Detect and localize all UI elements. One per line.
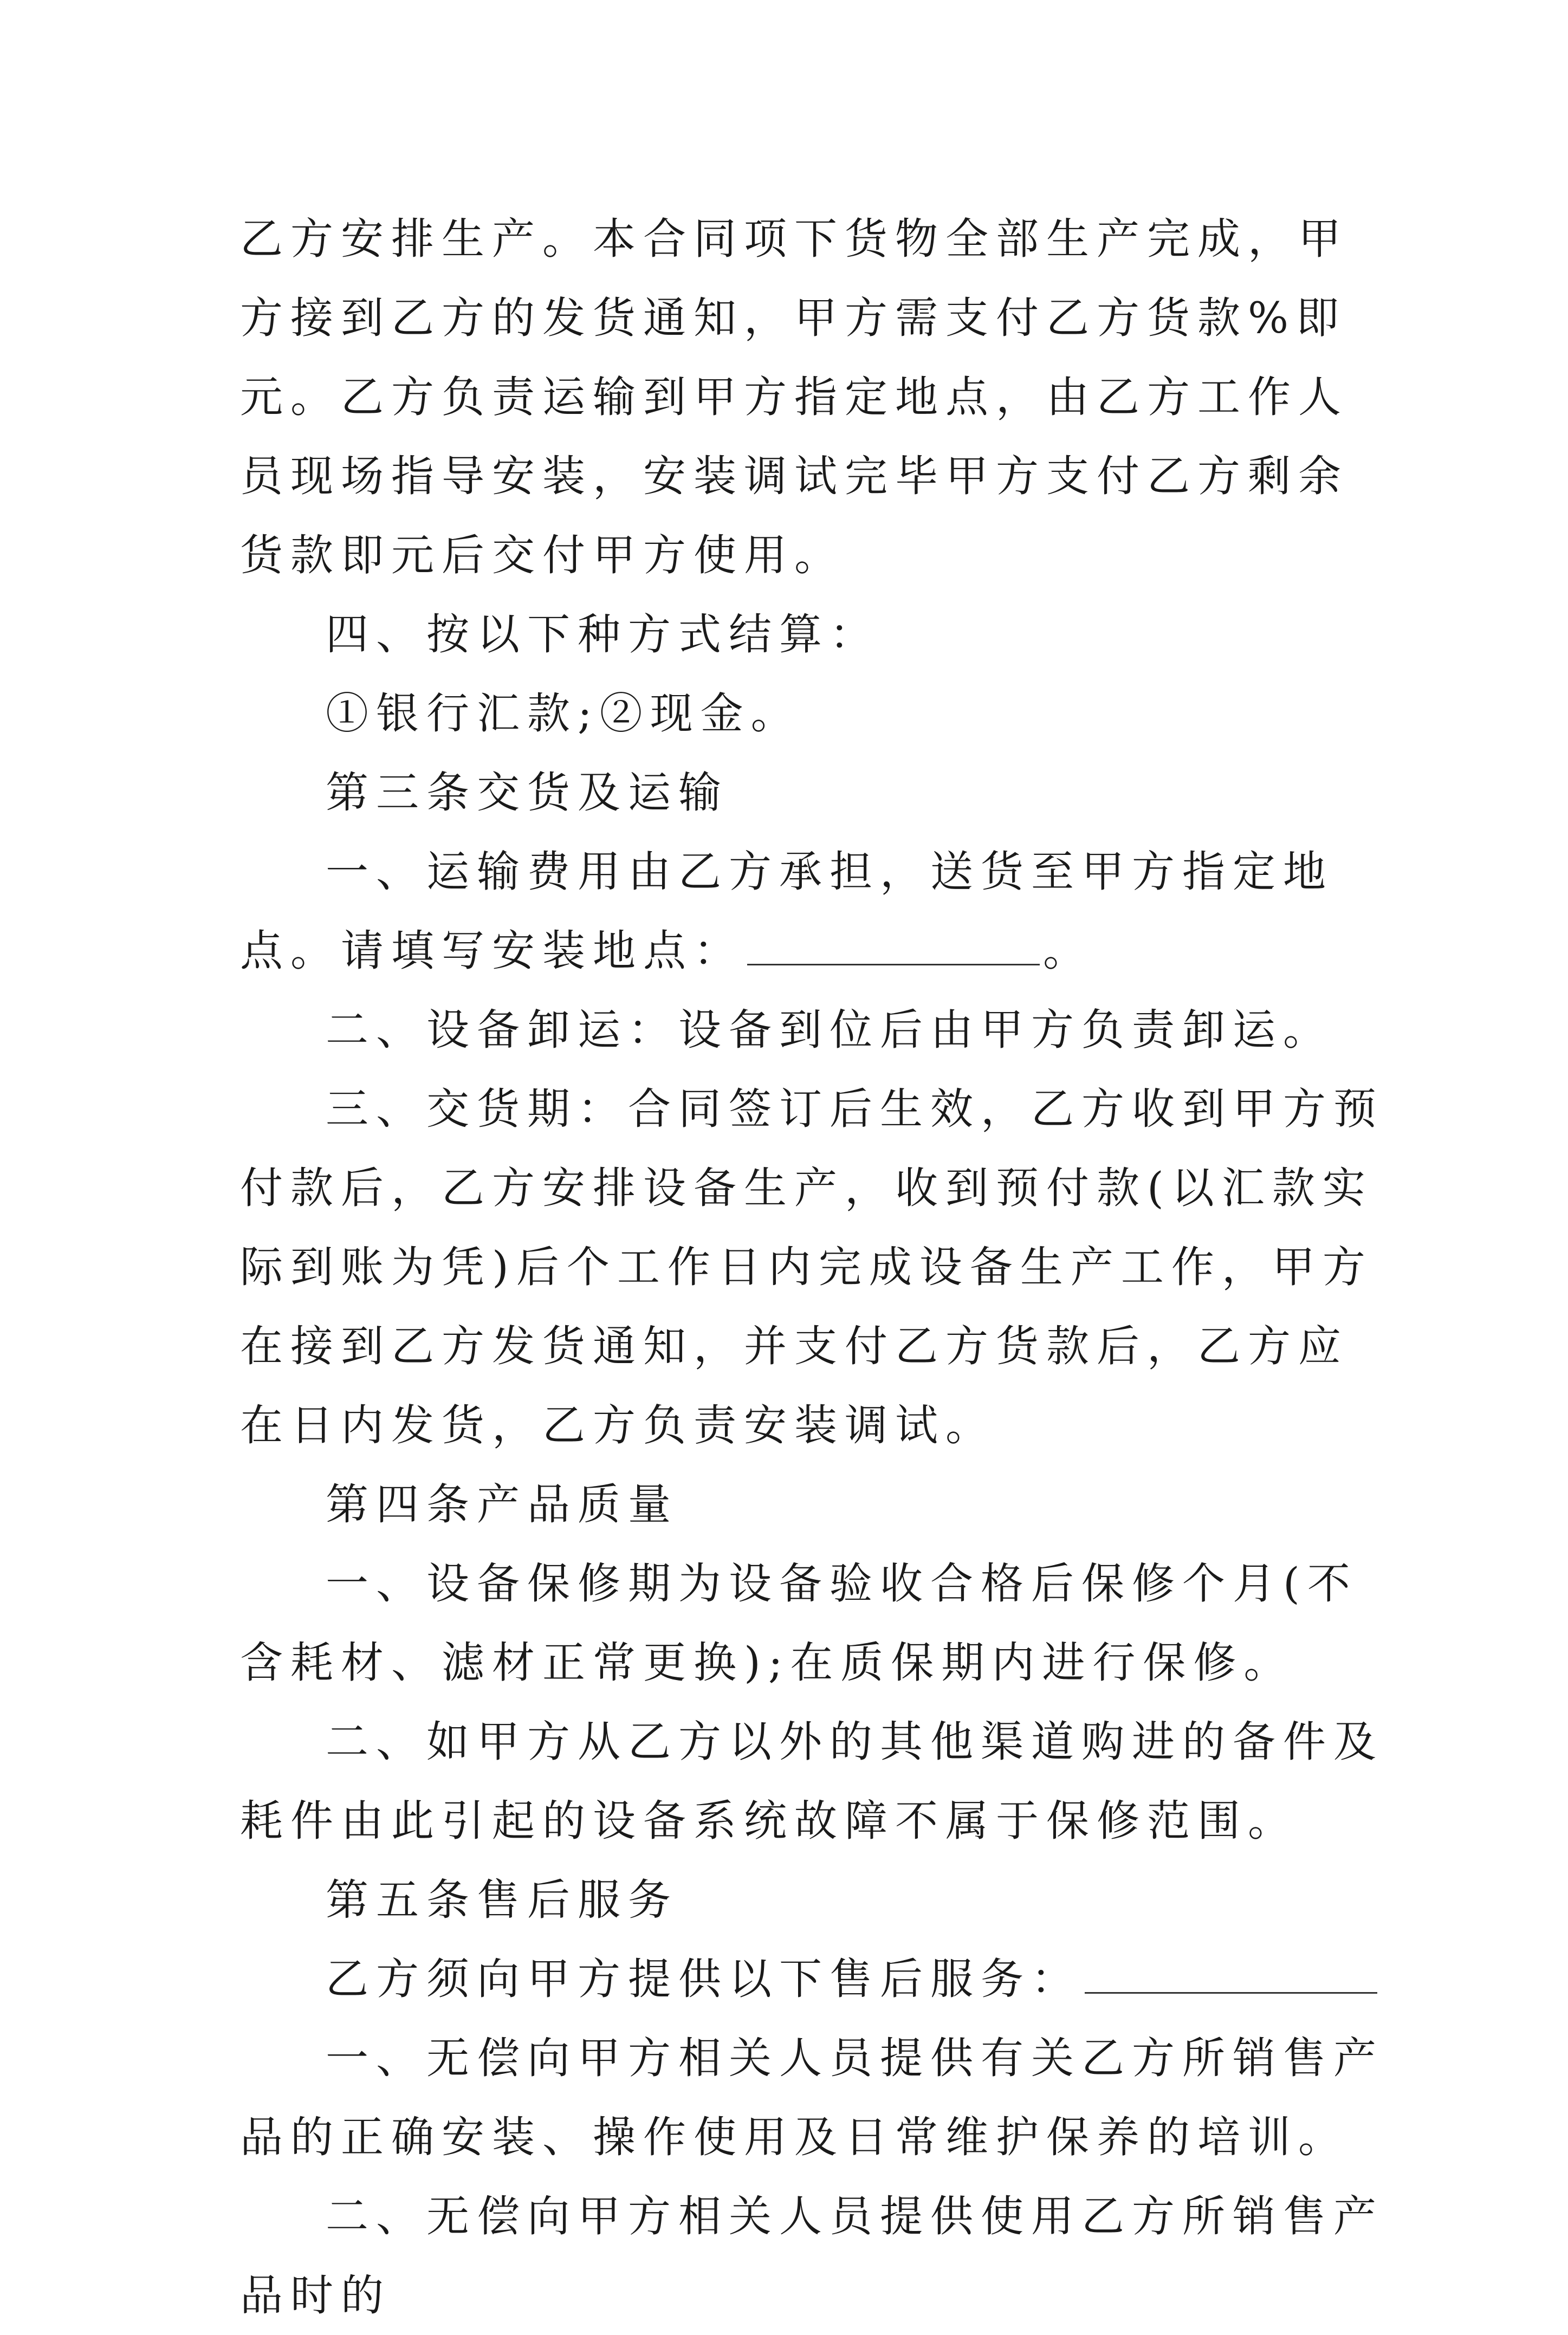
article-5-heading xyxy=(240,1860,1389,1940)
article-3-heading xyxy=(240,753,1389,832)
paragraph-text: 三、交货期：合同签订后生效，乙方收到甲方预付款后，乙方安排设备生产，收到预付款(以汇款实际到账为凭)后个工作日内完成设备生产工作，甲方在接到乙方发货通知，并支付乙方货款后，乙方应在日内发货，乙方负责安装调试。 xyxy=(240,1084,1384,1450)
paragraph-warranty-period xyxy=(240,1544,1389,1702)
paragraph-text: 二、设备卸运：设备到位后由甲方负责卸运。 xyxy=(326,1005,1333,1055)
paragraph-after-sales-intro xyxy=(240,1940,1389,2019)
paragraph-text: 一、无偿向甲方相关人员提供有关乙方所销售产品的正确安装、操作使用及日常维护保养的培训。 xyxy=(240,2033,1384,2162)
paragraph-text: 乙方须向甲方提供以下售后服务： xyxy=(326,1954,1081,2004)
install-location-blank[interactable] xyxy=(747,926,1040,965)
paragraph-settlement-heading xyxy=(240,595,1389,674)
paragraph-payment-terms xyxy=(240,199,1389,595)
after-sales-blank[interactable] xyxy=(1085,1954,1377,1994)
article-4-heading xyxy=(240,1465,1389,1544)
paragraph-text: 。 xyxy=(1043,926,1093,976)
paragraph-settlement-methods xyxy=(240,674,1389,753)
paragraph-transport-cost xyxy=(240,832,1389,990)
paragraph-text: 乙方安排生产。本合同项下货物全部生产完成，甲方接到乙方的发货通知，甲方需支付乙方货款%即元。乙方负责运输到甲方指定地点，由乙方工作人员现场指导安装，安装调试完毕甲方支付乙方剩余货款即元后交付甲方使用。 xyxy=(240,214,1349,580)
paragraph-text: 四、按以下种方式结算： xyxy=(326,609,880,659)
paragraph-text: ①银行汇款;②现金。 xyxy=(326,689,801,738)
paragraph-text: 一、运输费用由乙方承担，送货至甲方指定地点。请填写安装地点： xyxy=(240,847,1333,976)
paragraph-training xyxy=(240,2019,1389,2177)
paragraph-text: 二、无偿向甲方相关人员提供使用乙方所销售产品时的 xyxy=(240,2191,1384,2320)
paragraph-unloading xyxy=(240,990,1389,1069)
paragraph-text: 二、如甲方从乙方以外的其他渠道购进的备件及耗件由此引起的设备系统故障不属于保修范围。 xyxy=(240,1717,1384,1846)
paragraph-text: 一、设备保修期为设备验收合格后保修个月(不含耗材、滤材正常更换);在质保期内进行保修。 xyxy=(240,1559,1358,1688)
paragraph-text: 第三条交货及运输 xyxy=(326,768,729,818)
paragraph-warranty-exclusion xyxy=(240,1702,1389,1860)
paragraph-usage-support xyxy=(240,2177,1389,2335)
document-body xyxy=(240,199,1389,2335)
paragraph-text: 第四条产品质量 xyxy=(326,1480,678,1529)
paragraph-delivery-period xyxy=(240,1069,1389,1465)
paragraph-text: 第五条售后服务 xyxy=(326,1875,678,1925)
